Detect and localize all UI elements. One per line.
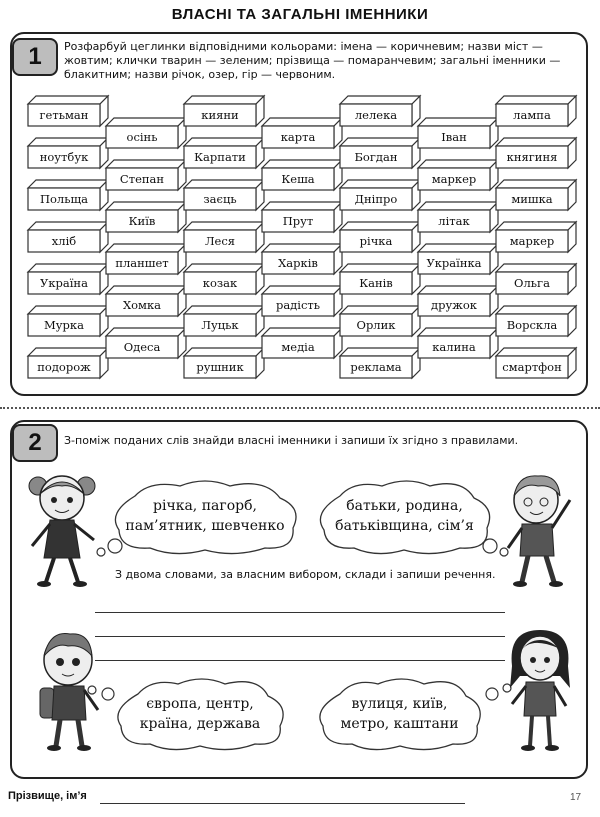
word-brick[interactable] <box>262 118 342 148</box>
word-brick[interactable] <box>184 306 264 336</box>
thought-cloud-4 <box>312 676 487 754</box>
word-brick-label: Луцьк <box>201 318 239 332</box>
word-brick[interactable] <box>28 138 108 168</box>
word-brick-label: Одеса <box>123 340 161 354</box>
boy-backpack-icon <box>28 628 108 758</box>
cut-line <box>0 407 600 409</box>
word-brick-label: планшет <box>115 256 169 270</box>
word-brick-label: Прут <box>282 214 314 228</box>
word-brick[interactable] <box>28 306 108 336</box>
girl-backpack-icon <box>500 626 580 758</box>
word-brick[interactable] <box>418 160 498 190</box>
word-brick[interactable] <box>418 244 498 274</box>
word-brick-label: лампа <box>513 108 551 122</box>
word-brick-label: калина <box>432 340 476 354</box>
word-brick-label: Ворскла <box>506 318 558 332</box>
task2-number: 2 <box>12 424 58 462</box>
footer-name-line[interactable] <box>100 803 465 804</box>
word-brick[interactable] <box>496 264 576 294</box>
girl-icon <box>22 470 102 595</box>
word-brick-label: Харків <box>278 256 318 270</box>
word-brick[interactable] <box>262 160 342 190</box>
footer-name-label: Прізвище, ім’я <box>8 790 87 802</box>
word-brick-label: Ольга <box>514 276 550 290</box>
word-brick-label: Іван <box>441 130 467 144</box>
word-brick[interactable] <box>496 306 576 336</box>
word-brick[interactable] <box>340 348 420 378</box>
word-brick[interactable] <box>496 180 576 210</box>
word-brick-label: маркер <box>509 234 555 248</box>
word-brick[interactable] <box>184 180 264 210</box>
word-brick-label: Дніпро <box>354 192 398 206</box>
word-brick[interactable] <box>340 264 420 294</box>
task1-number: 1 <box>12 38 58 76</box>
word-brick[interactable] <box>184 264 264 294</box>
word-brick-label: Кеша <box>281 172 315 186</box>
word-brick[interactable] <box>106 202 186 232</box>
word-brick[interactable] <box>496 222 576 252</box>
word-brick[interactable] <box>106 118 186 148</box>
word-brick-label: радість <box>275 298 321 312</box>
word-brick[interactable] <box>340 306 420 336</box>
word-brick-label: хліб <box>51 234 77 248</box>
word-brick[interactable] <box>418 118 498 148</box>
word-brick[interactable] <box>28 180 108 210</box>
word-brick-label: річка <box>359 234 393 248</box>
word-brick[interactable] <box>106 160 186 190</box>
word-brick[interactable] <box>184 138 264 168</box>
word-brick-label: літак <box>438 214 470 228</box>
task1-instruction: Розфарбуй цеглинки відповідними кольорами: імена — коричневим; назви міст — жовтим; клички тварин — зеленим; прізвища — помаранчевим; загальні іменники — блакитним; назви річок, озер, гір — червоним. <box>64 40 561 81</box>
word-brick[interactable] <box>496 348 576 378</box>
word-brick-label: карта <box>280 130 316 144</box>
word-brick-label: рушник <box>196 360 244 374</box>
boy-backpack-illustration <box>28 628 108 762</box>
word-brick-label: Богдан <box>354 150 398 164</box>
word-brick-label: княгиня <box>506 150 558 164</box>
cloud-1-line2: пам’ятник, шевченко <box>125 518 285 534</box>
word-brick-label: медіа <box>281 340 315 354</box>
word-brick[interactable] <box>28 222 108 252</box>
word-brick-label: мишка <box>511 192 553 206</box>
word-brick-label: Хомка <box>122 298 162 312</box>
cloud-3-line2: країна, держава <box>139 716 261 732</box>
thought-cloud-2 <box>312 478 497 558</box>
word-brick[interactable] <box>418 202 498 232</box>
word-brick-label: Канів <box>359 276 393 290</box>
word-brick[interactable] <box>340 180 420 210</box>
thought-cloud-1 <box>105 478 305 558</box>
word-brick-label: Мурка <box>44 318 84 332</box>
word-brick-label: Карпати <box>194 150 246 164</box>
cloud-3-line1: європа, центр, <box>146 696 254 712</box>
writing-line-3[interactable] <box>95 660 505 661</box>
word-brick[interactable] <box>184 348 264 378</box>
girl-backpack-illustration <box>500 626 580 762</box>
word-brick-label: заєць <box>203 192 237 206</box>
word-brick-label: ноутбук <box>39 150 89 164</box>
page-number: 17 <box>570 792 582 803</box>
writing-line-1[interactable] <box>95 612 505 613</box>
word-brick[interactable] <box>184 222 264 252</box>
boy-illustration <box>498 470 578 599</box>
word-brick-label: Орлик <box>356 318 396 332</box>
word-brick-label: лелека <box>354 108 398 122</box>
cloud-2-line1: батьки, родина, <box>346 498 463 514</box>
word-brick[interactable] <box>262 244 342 274</box>
word-brick-label: гетьман <box>39 108 89 122</box>
word-brick[interactable] <box>340 222 420 252</box>
word-brick-label: реклама <box>350 360 402 374</box>
word-brick-label: Київ <box>128 214 156 228</box>
writing-line-2[interactable] <box>95 636 505 637</box>
word-brick[interactable] <box>340 138 420 168</box>
word-brick-label: Польща <box>39 192 89 206</box>
thought-cloud-3 <box>110 676 290 754</box>
word-brick-label: Леся <box>204 234 236 248</box>
boy-icon <box>498 470 578 595</box>
word-brick-label: осінь <box>126 130 158 144</box>
word-brick[interactable] <box>418 328 498 358</box>
word-brick[interactable] <box>340 96 420 126</box>
word-brick-label: Україна <box>40 276 88 290</box>
word-brick[interactable] <box>418 286 498 316</box>
word-brick-label: смартфон <box>502 360 562 374</box>
cloud-4-line1: вулиця, київ, <box>351 696 448 712</box>
cloud-1-line1: річка, пагорб, <box>153 498 257 514</box>
word-brick-label: дружок <box>431 298 477 312</box>
word-brick-label: козак <box>202 276 238 290</box>
word-brick[interactable] <box>262 286 342 316</box>
sentence-task-instruction: З двома словами, за власним вибором, склади і запиши речення. <box>115 568 496 581</box>
cloud-2-line2: батьківщина, сім’я <box>335 518 474 534</box>
word-brick[interactable] <box>496 138 576 168</box>
word-brick[interactable] <box>106 244 186 274</box>
word-brick-label: кияни <box>201 108 239 122</box>
word-brick[interactable] <box>106 286 186 316</box>
word-brick[interactable] <box>496 96 576 126</box>
word-brick-label: Степан <box>119 172 165 186</box>
word-brick[interactable] <box>184 96 264 126</box>
word-brick[interactable] <box>106 328 186 358</box>
cloud-4-line2: метро, каштани <box>340 716 459 732</box>
word-brick[interactable] <box>28 264 108 294</box>
word-brick-label: подорож <box>37 360 91 374</box>
word-brick-label: Українка <box>426 256 482 270</box>
word-brick[interactable] <box>28 348 108 378</box>
girl-illustration <box>22 470 102 599</box>
word-brick[interactable] <box>262 202 342 232</box>
word-brick[interactable] <box>262 328 342 358</box>
word-brick-label: маркер <box>431 172 477 186</box>
page-title: ВЛАСНІ ТА ЗАГАЛЬНІ ІМЕННИКИ <box>171 6 429 23</box>
task2-instruction: З-поміж поданих слів знайди власні іменники і запиши їх згідно з правилами. <box>64 434 519 447</box>
word-brick[interactable] <box>28 96 108 126</box>
